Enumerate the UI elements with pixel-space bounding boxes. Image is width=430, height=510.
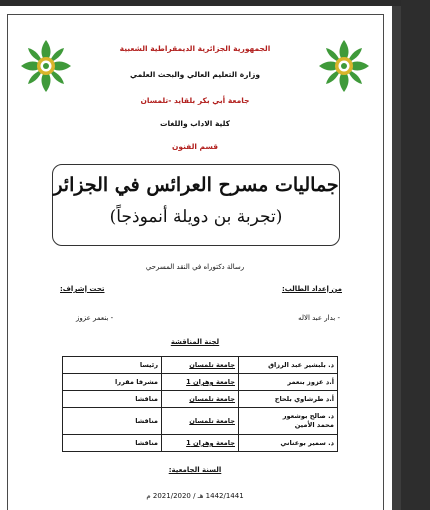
member-role: مناقشا: [63, 408, 162, 435]
member-name-line1: د. صالح بوشعور: [282, 412, 334, 420]
supervisor-name: - بنعمر عزوز: [76, 314, 114, 322]
header-republic: الجمهورية الجزائرية الديمقراطية الشعبية: [119, 44, 271, 53]
member-university: جامعة تلمسان: [162, 391, 239, 408]
academic-year-label: السنة الجامعية:: [168, 466, 222, 474]
member-role: رئيسا: [63, 357, 162, 374]
member-role: مشرفا مقررا: [63, 374, 162, 391]
document-page: [0, 6, 392, 510]
page-frame-top: [7, 14, 384, 15]
university-emblem-right-icon: [318, 38, 370, 94]
member-role: مناقشا: [63, 391, 162, 408]
header-ministry: وزارة التعليم العالي والبحث العلمي: [129, 70, 261, 79]
thesis-title: جماليات مسرح العرائس في الجزائر: [53, 174, 339, 196]
member-name: د. سمير بوعناني: [239, 435, 338, 452]
header-department: قسم الفنون: [172, 142, 218, 151]
thesis-subtitle: (تجربة بن دويلة أنموذجاً): [109, 207, 283, 227]
university-emblem-left-icon: [20, 38, 72, 94]
member-name: أ.د طرشاوي بلحاج: [239, 391, 338, 408]
member-university: جامعة وهران 1: [162, 374, 239, 391]
member-name-line2: محمد الأمين: [294, 421, 334, 429]
header-university: جامعة أبي بكر بلقايد -تلمسان: [140, 96, 250, 105]
member-role: مناقشا: [63, 435, 162, 452]
member-name: أ.د عزوز بنعمر: [239, 374, 338, 391]
page-frame-right: [383, 14, 384, 510]
table-row: [63, 408, 338, 435]
member-name: [239, 408, 338, 435]
member-university: جامعة تلمسان: [162, 357, 239, 374]
header-faculty: كلية الاداب واللغات: [159, 119, 231, 128]
student-name: - بدار عبد الاله: [298, 314, 340, 322]
viewer-side-panel: [401, 0, 430, 510]
supervised-by-label: تحت إشراف:: [60, 285, 105, 293]
prepared-by-label: من إعداد الطالب:: [281, 285, 342, 293]
table-row: [63, 435, 338, 452]
title-box: [52, 164, 340, 246]
thesis-type: رسالة دكتوراه في النقد المسرحي: [145, 263, 245, 271]
member-name: د. بلبشير عبد الرزاق: [239, 357, 338, 374]
page-frame-left: [7, 14, 8, 510]
member-university: جامعة تلمسان: [162, 408, 239, 435]
table-row: [63, 391, 338, 408]
committee-label: لجنة المناقشة: [170, 338, 220, 346]
table-row: [63, 357, 338, 374]
table-row: [63, 374, 338, 391]
member-university: جامعة وهران 1: [162, 435, 239, 452]
academic-year-value: 1442/1441 هـ / 2021/2020 م: [146, 492, 244, 500]
committee-table: [62, 356, 338, 452]
